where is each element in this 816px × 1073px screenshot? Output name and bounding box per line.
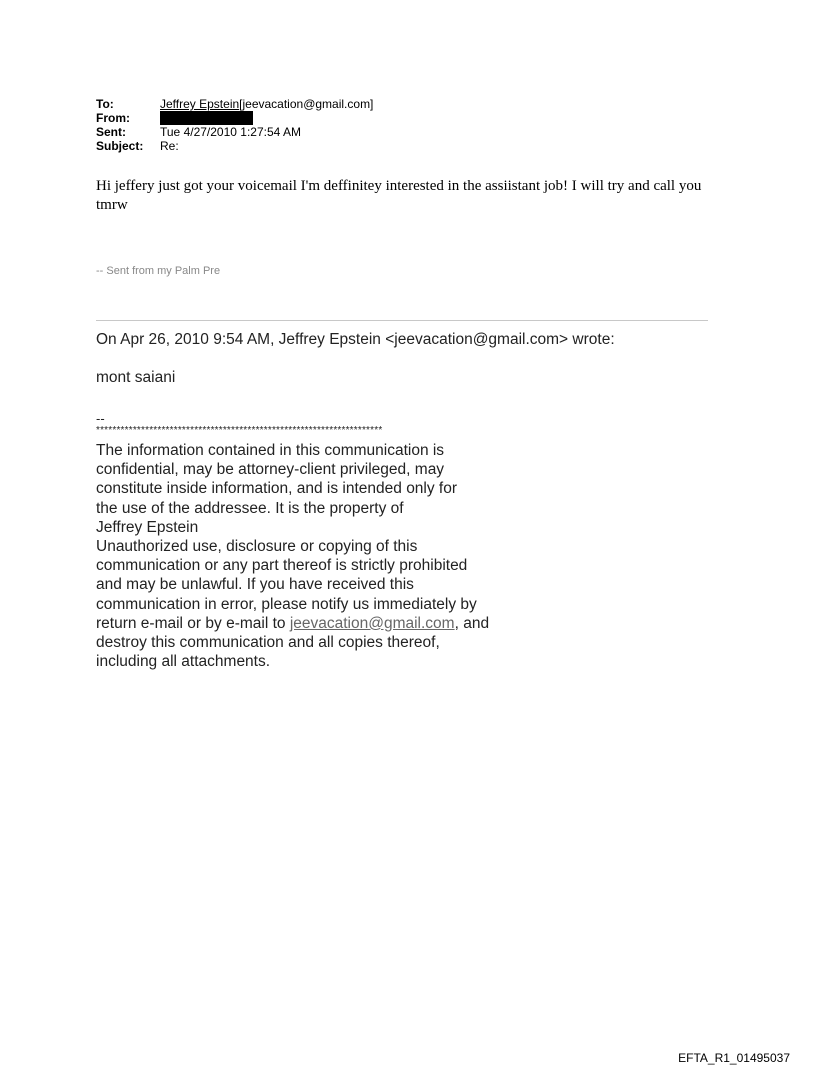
quoted-text: mont saiani — [96, 369, 176, 386]
subject-value: Re: — [160, 139, 179, 153]
disclaimer-text-end: , and destroy this communication and all copies thereof, including all attachments. — [96, 614, 490, 671]
sent-label: Sent: — [96, 125, 126, 139]
asterisk-line: ********************************************************************** — [96, 425, 383, 436]
message-body: Hi jeffery just got your voicemail I'm deffinitey interested in the assiistant job! I will try and call you tmrw — [96, 178, 702, 213]
disclaimer-email-link[interactable]: jeevacation@gmail.com — [289, 614, 455, 632]
divider — [96, 320, 708, 321]
to-row — [96, 97, 373, 111]
to-name: Jeffrey Epstein — [160, 97, 240, 111]
sent-value: Tue 4/27/2010 1:27:54 AM — [160, 125, 301, 139]
quoted-message — [96, 331, 736, 671]
from-label: From: — [96, 111, 130, 125]
mobile-signature: -- Sent from my Palm Pre — [96, 265, 221, 277]
to-email: [jeevacation@gmail.com] — [239, 97, 374, 111]
disclaimer-text: The information contained in this communication is confidential, may be attorney-client privileged, may constitute inside information, and is intended only for the use of the addressee. It is the property of Jeffrey Epstein Unauthorized use, disclosure or copying of this communication or any part thereof is strictly prohibited and may be unlawful. If you have received this communication in error, please notify us immediately by return e-mail or by e-mail to — [96, 442, 477, 632]
to-label: To: — [96, 97, 114, 111]
confidentiality-disclaimer — [96, 441, 536, 671]
to-value — [160, 97, 373, 111]
quote-attribution: On Apr 26, 2010 9:54 AM, Jeffrey Epstein <jeevacation@gmail.com> wrote: — [96, 331, 615, 348]
from-row — [96, 111, 373, 125]
redaction-box — [160, 111, 253, 125]
sent-row — [96, 125, 373, 139]
subject-label: Subject: — [96, 139, 144, 153]
email-header — [96, 97, 373, 153]
document-id: EFTA_R1_01495037 — [678, 1051, 790, 1065]
signature-separator: -- — [96, 411, 105, 426]
subject-row — [96, 139, 373, 153]
